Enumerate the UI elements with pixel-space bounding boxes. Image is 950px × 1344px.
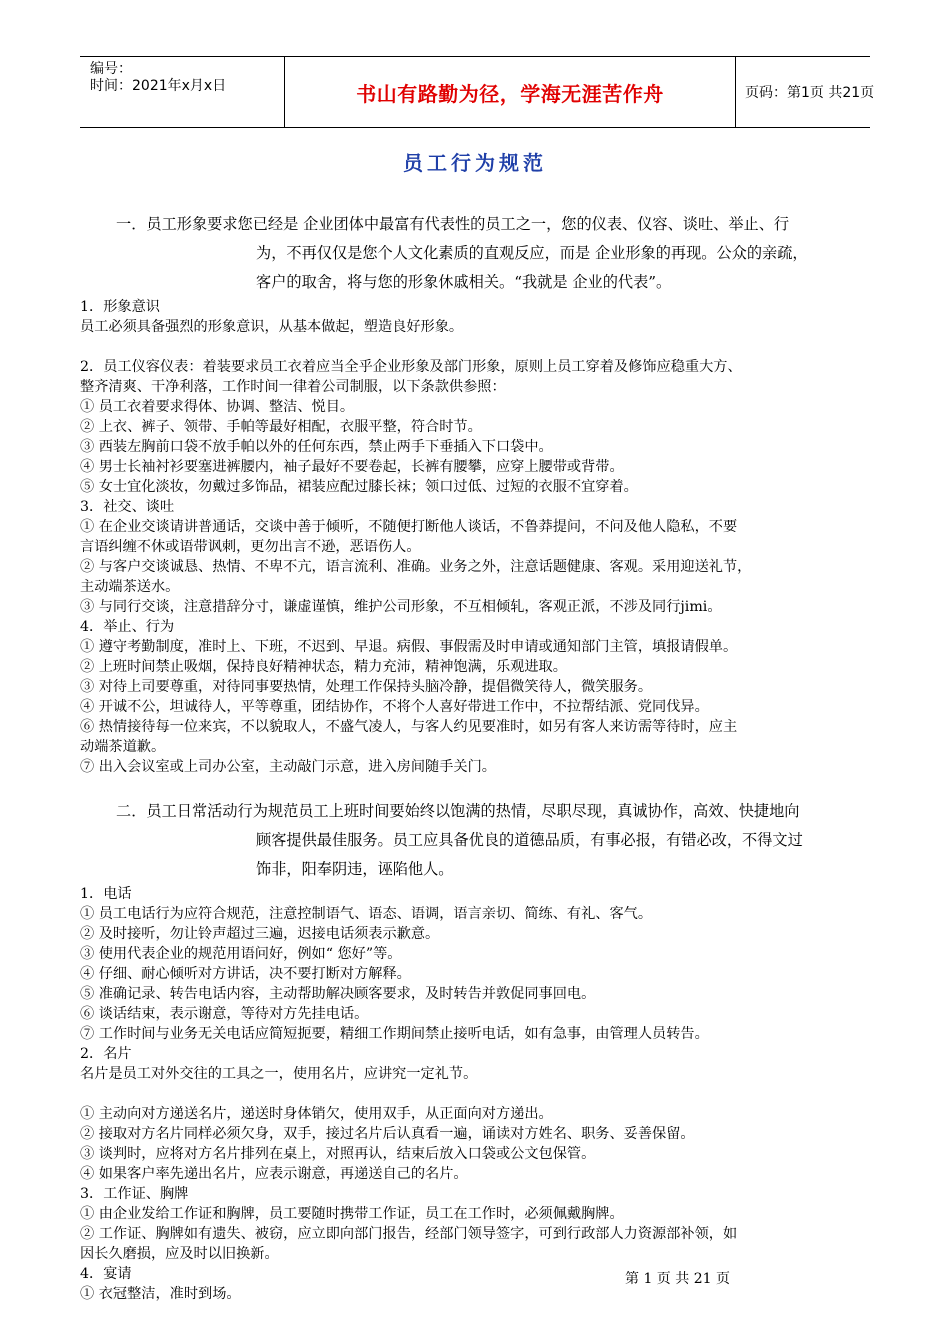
body-line: ① 衣冠整洁，准时到场。 xyxy=(80,1286,241,1302)
body-line: ② 及时接听，勿让铃声超过三遍，迟接电话须表示歉意。 xyxy=(80,926,440,942)
section-2-body xyxy=(80,884,870,1304)
section-1-line: 客户的取舍，将与您的形象休戚相关。“我就是 企业的代表”。 xyxy=(256,273,672,291)
body-line: ⑥ 谈话结束，表示谢意，等待对方先挂电话。 xyxy=(80,1006,369,1022)
body-line: ① 主动向对方递送名片，递送时身体销欠，使用双手，从正面向对方递出。 xyxy=(80,1106,553,1122)
body-line: ② 与客户交谈诚恳、热情、不卑不亢，语言流利、准确。业务之外，注意话题健康、客观。采用迎送礼节， xyxy=(80,559,752,575)
section-1-rest xyxy=(80,239,870,297)
body-line: 名片是员工对外交往的工具之一，使用名片，应讲究一定礼节。 xyxy=(80,1066,478,1082)
document-number-label: 编号： xyxy=(90,61,132,77)
body-line: ③ 对待上司要尊重，对待同事要热情，处理工作保持头脑冷静，提倡微笑待人，微笑服务。 xyxy=(80,679,653,695)
page-footer: 第 1 页 共 21 页 xyxy=(625,1271,730,1287)
blank-line xyxy=(80,1084,870,1104)
body-line: ⑦ 工作时间与业务无关电话应简短扼要，精细工作期间禁止接听电话，如有急事，由管理人员转告。 xyxy=(80,1026,709,1042)
body-line: ⑥ 热情接待每一位来宾，不以貌取人，不盛气凌人，与客人约见要准时，如另有客人来访需等待时，应主 xyxy=(80,719,738,735)
section-1-line: 为，不再仅仅是您个人文化素质的直观反应，而是 企业形象的再现。公众的亲疏， xyxy=(256,244,808,262)
section-1-body xyxy=(80,297,870,777)
body-line: 因长久磨损，应及时以旧换新。 xyxy=(80,1246,279,1262)
body-line: ③ 与同行交谈，注意措辞分寸，谦虚谨慎，维护公司形象，不互相倾轧，客观正派，不涉及同行jimi。 xyxy=(80,599,722,615)
section-1-first-line: 一．员工形象要求您已经是 企业团体中最富有代表性的员工之一，您的仪表、仪容、谈吐、举止、行 xyxy=(116,215,790,233)
body-line: ① 由企业发给工作证和胸牌，员工要随时携带工作证，员工在工作时，必须佩戴胸牌。 xyxy=(80,1206,624,1222)
body-line: ⑦ 出入会议室或上司办公室，主动敲门示意，进入房间随手关门。 xyxy=(80,759,496,775)
section-2-first-line: 二．员工日常活动行为规范员工上班时间要始终以饱满的热情，尽职尽现，真诚协作，高效、快捷地向 xyxy=(116,802,800,820)
body-line: 4．宴请 xyxy=(80,1266,132,1282)
body-line: 4．举止、行为 xyxy=(80,619,175,635)
document-time: 时间：2021年x月x日 xyxy=(90,78,227,94)
body-line: ⑤ 女士宜化淡妆，勿戴过多饰品，裙装应配过膝长袜；领口过低、过短的衣服不宜穿着。 xyxy=(80,479,638,495)
body-line: ③ 谈判时，应将对方名片排列在桌上，对照再认，结束后放入口袋或公文包保管。 xyxy=(80,1146,596,1162)
body-line: 2．员工仪容仪表：着装要求员工衣着应当全乎企业形象及部门形象，原则上员工穿着及修饰应稳重大方、 xyxy=(80,359,742,375)
body-line: 员工必须具备强烈的形象意识，从基本做起，塑造良好形象。 xyxy=(80,319,464,335)
body-line: 动端茶道歉。 xyxy=(80,739,166,755)
section-2-intro xyxy=(80,797,870,884)
body-line: ⑤ 准确记录、转告电话内容，主动帮助解决顾客要求，及时转告并敦促同事回电。 xyxy=(80,986,596,1002)
header-motto: 书山有路勤为径，学海无涯苦作舟 xyxy=(285,57,736,127)
body-line: ③ 西装左胸前口袋不放手帕以外的任何东西，禁止两手下垂插入下口袋中。 xyxy=(80,439,553,455)
document-header xyxy=(80,56,875,128)
body-line: ① 在企业交谈请讲普通话，交谈中善于倾听，不随便打断他人谈话，不鲁莽提问，不问及他人隐私，不要 xyxy=(80,519,738,535)
document-body xyxy=(80,210,870,1304)
body-line: ④ 仔细、耐心倾听对方讲话，决不要打断对方解释。 xyxy=(80,966,411,982)
body-line: ② 上班时间禁止吸烟，保持良好精神状态，精力充沛，精神饱满，乐观进取。 xyxy=(80,659,567,675)
body-line: ① 员工衣着要求得体、协调、整洁、悦目。 xyxy=(80,399,355,415)
body-line: 3．工作证、胸牌 xyxy=(80,1186,189,1202)
section-gap xyxy=(80,777,870,797)
blank-line xyxy=(80,337,870,357)
body-line: ② 工作证、胸牌如有遗失、被窃，应立即向部门报告，经部门领导签字，可到行政部人力资源部补领，如 xyxy=(80,1226,738,1242)
body-line: ① 遵守考勤制度，准时上、下班，不迟到、早退。病假、事假需及时申请或通知部门主管，填报请假单。 xyxy=(80,639,738,655)
body-line: 1．电话 xyxy=(80,886,132,902)
section-2-line: 饰非，阳奉阴违，诬陷他人。 xyxy=(256,860,454,878)
body-line: ② 上衣、裤子、领带、手帕等最好相配，衣服平整，符合时节。 xyxy=(80,419,482,435)
header-page-info: 页码：第1页 共21页 xyxy=(745,85,875,101)
section-1-intro xyxy=(80,210,870,297)
body-line: ② 接取对方名片同样必须欠身，双手，接过名片后认真看一遍，诵读对方姓名、职务、妥善保留。 xyxy=(80,1126,695,1142)
body-line: ④ 男士长袖衬衫要塞进裤腰内，袖子最好不要卷起，长裤有腰攀，应穿上腰带或背带。 xyxy=(80,459,624,475)
body-line: 1．形象意识 xyxy=(80,299,160,315)
section-2-rest xyxy=(80,826,870,884)
body-line: ④ 如果客户率先递出名片，应表示谢意，再递送自己的名片。 xyxy=(80,1166,468,1182)
body-line: 主动端茶送水。 xyxy=(80,579,180,595)
body-line: ③ 使用代表企业的规范用语问好，例如“ 您好”等。 xyxy=(80,946,402,962)
body-line: 2．名片 xyxy=(80,1046,132,1062)
section-2-line: 顾客提供最佳服务。员工应具备优良的道德品质，有事必报，有错必改，不得文过 xyxy=(256,831,803,849)
body-line: ④ 开诚不公，坦诚待人，平等尊重，团结协作，不将个人喜好带进工作中，不拉帮结派、党同伐异。 xyxy=(80,699,709,715)
body-line: ① 员工电话行为应符合规范，注意控制语气、语态、语调，语言亲切、简练、有礼、客气。 xyxy=(80,906,653,922)
body-line: 3．社交、谈吐 xyxy=(80,499,175,515)
body-line: 言语纠缠不休或语带讽刺，更勿出言不逊，恶语伤人。 xyxy=(80,539,421,555)
document-title: 员工行为规范 xyxy=(403,151,547,175)
body-line: 整齐清爽、干净利落，工作时间一律着公司制服，以下条款供参照： xyxy=(80,379,506,395)
header-meta xyxy=(80,57,285,127)
